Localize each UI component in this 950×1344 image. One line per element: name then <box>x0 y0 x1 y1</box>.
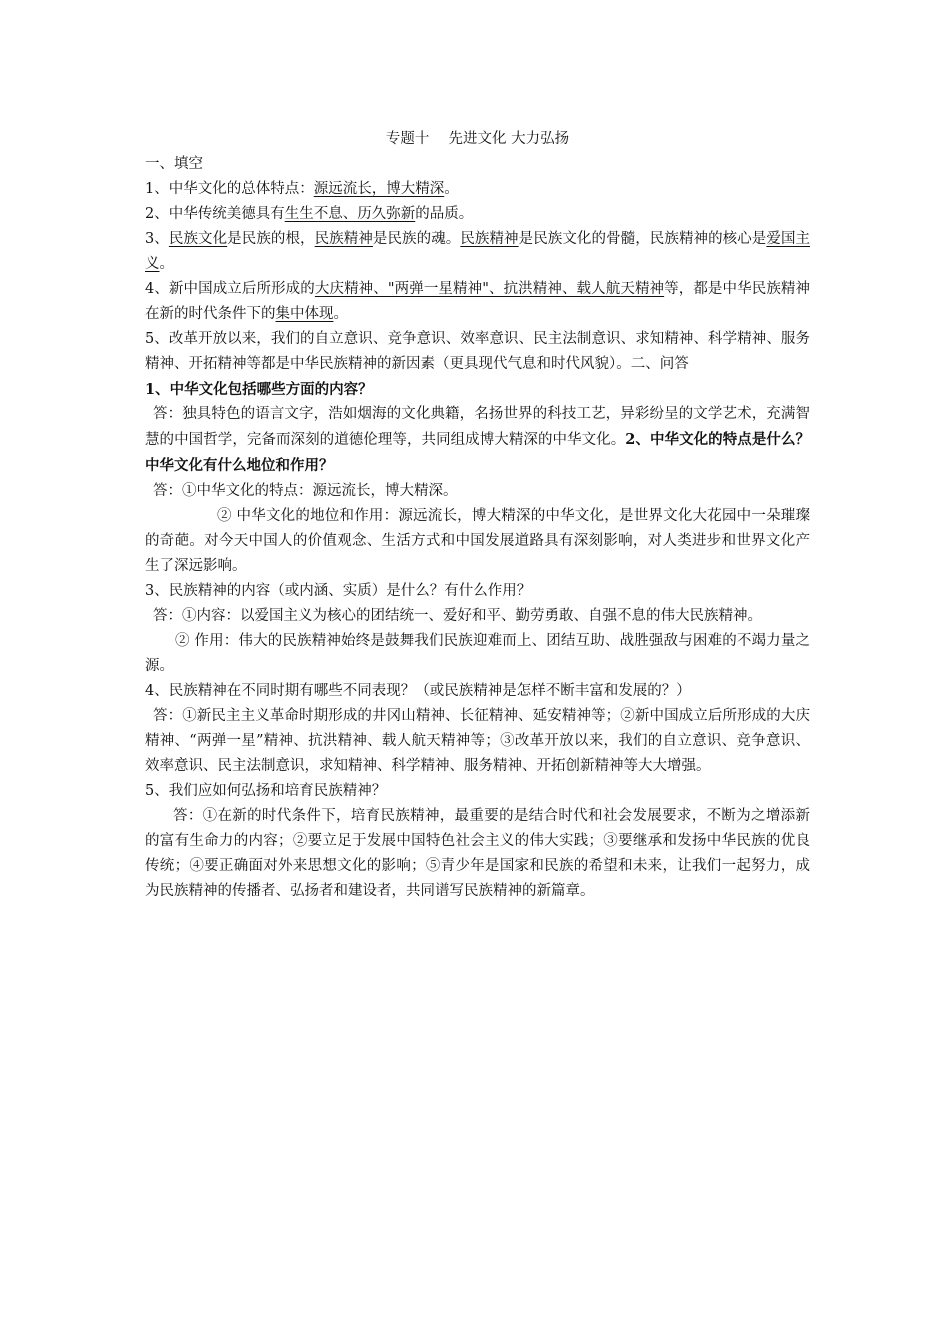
answer-1: 答：独具特色的语言文字，浩如烟海的文化典籍，名扬世界的科技工艺，异彩纷呈的文学艺术，充满智慧的中国哲学，完备而深刻的道德伦理等，共同组成博大精深的中华文化。2、中华文化的特点是什么？中华文化有什么地位和作用？ <box>145 406 810 474</box>
fill-item-3: 3、民族文化是民族的根，民族精神是民族的魂。民族精神是民族文化的骨髓，民族精神的核心是爱国主义。 <box>145 231 811 272</box>
fill-item-5: 5、改革开放以来，我们的自立意识、竞争意识、效率意识、民主法制意识、求知精神、科学精神、服务精神、开拓精神等都是中华民族精神的新因素（更具现代气息和时代风貌）。二、问答 <box>145 331 810 372</box>
answer-2b: ② 中华文化的地位和作用：源远流长，博大精深的中华文化，是世界文化大花园中一朵璀璨的奇葩。对今天中国人的价值观念、生活方式和中国发展道路具有深刻影响，对人类进步和世界文化产生了深远影响。 <box>145 508 810 574</box>
question-5: 5、我们应如何弘扬和培育民族精神？ <box>145 783 387 799</box>
answer-3a: 答：①内容：以爱国主义为核心的团结统一、爱好和平、勤劳勇敢、自强不息的伟大民族精神。 <box>153 608 762 624</box>
fill-answer: 爱国主义 <box>145 231 811 272</box>
fill-answer: 大庆精神、"两弹一星精神"、抗洪精神、载人航天精神 <box>314 281 665 297</box>
fill-item-2: 2、中华传统美德具有生生不息、历久弥新的品质。 <box>145 206 474 222</box>
question-1: 1、中华文化包括哪些方面的内容？ <box>145 381 373 398</box>
fill-answer: 集中体现 <box>275 306 334 322</box>
page-title: 专题十 先进文化 大力弘扬 <box>385 131 570 147</box>
fill-answer: 生生不息、历久弥新 <box>284 206 416 222</box>
answer-3b: ② 作用：伟大的民族精神始终是鼓舞我们民族迎难而上、团结互助、战胜强敌与困难的不竭力量之源。 <box>145 633 810 674</box>
section-heading-fill: 一、填空 <box>145 156 203 172</box>
answer-4: 答：①新民主主义革命时期形成的井冈山精神、长征精神、延安精神等；②新中国成立后所形成的大庆精神、“两弹一星”精神、抗洪精神、载人航天精神等；③改革开放以来，我们的自立意识、竞争意识、效率意识、民主法制意识，求知精神、科学精神、服务精神、开拓创新精神等大大增强。 <box>145 708 810 774</box>
fill-item-1: 1、中华文化的总体特点：源远流长，博大精深。 <box>145 181 459 197</box>
fill-answer: 民族精神 <box>460 231 519 247</box>
question-2: 2、中华文化的特点是什么？中华文化有什么地位和作用？ <box>145 431 810 474</box>
answer-2a: 答：①中华文化的特点：源远流长，博大精深。 <box>153 483 458 499</box>
question-4: 4、民族精神在不同时期有哪些不同表现？（或民族精神是怎样不断丰富和发展的？） <box>145 683 691 699</box>
question-3: 3、民族精神的内容（或内涵、实质）是什么？有什么作用？ <box>145 583 532 599</box>
answer-5: 答：①在新的时代条件下，培育民族精神，最重要的是结合时代和社会发展要求，不断为之增添新的富有生命力的内容；②要立足于发展中国特色社会主义的伟大实践；③要继承和发扬中华民族的优良传统；④要正确面对外来思想文化的影响；⑤青少年是国家和民族的希望和未来，让我们一起努力，成为民族精神的传播者、弘扬者和建设者，共同谱写民族精神的新篇章。 <box>145 808 810 899</box>
fill-item-4: 4、新中国成立后所形成的大庆精神、"两弹一星精神"、抗洪精神、载人航天精神等，都是中华民族精神在新的时代条件下的集中体现。 <box>145 281 811 322</box>
fill-answer: 民族文化 <box>168 231 228 247</box>
fill-answer: 源远流长，博大精深 <box>313 181 445 197</box>
fill-answer: 民族精神 <box>314 231 373 247</box>
document-page <box>145 127 810 904</box>
